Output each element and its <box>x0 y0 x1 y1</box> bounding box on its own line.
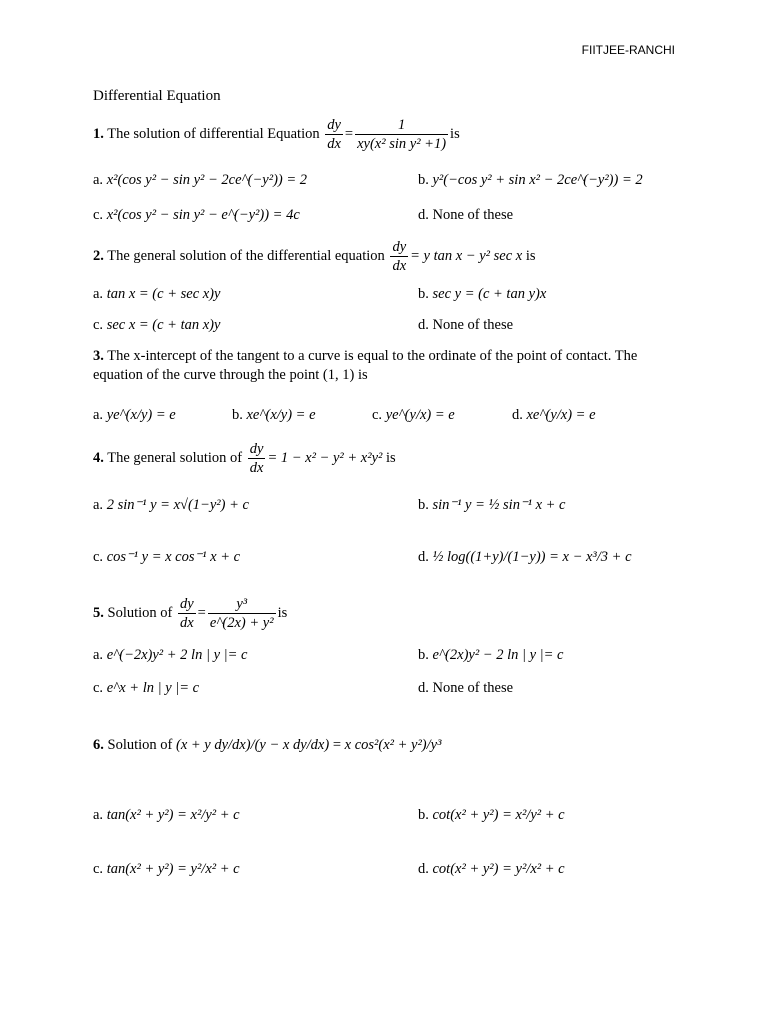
fraction-denominator: dx <box>179 615 194 631</box>
option-text: None of these <box>432 680 514 696</box>
option-label: a. <box>93 407 104 423</box>
question-text: The general solution of the differential equation <box>107 247 385 264</box>
option-2c <box>93 317 220 334</box>
option-label: c. <box>93 549 104 565</box>
question-number: 6. <box>93 737 104 753</box>
header-label: FIITJEE-RANCHI <box>581 43 675 57</box>
option-label: b. <box>418 286 429 302</box>
option-expression: cot(x² + y²) = x²/y² + c <box>432 807 565 823</box>
question-1: 1. The solution of differential Equation $\frac{dy}{dx}$ = $\frac{1}{\text{xy(x² sin y² +1)}}$ is <box>93 117 460 152</box>
option-label: b. <box>418 497 429 513</box>
option-expression: sec x = (c + tan x)y <box>106 317 221 333</box>
option-label: c. <box>93 317 104 333</box>
option-expression: tan(x² + y²) = y²/x² + c <box>106 861 240 877</box>
option-1d <box>418 207 513 224</box>
question-number: 4. <box>93 449 104 466</box>
option-3a <box>93 407 176 424</box>
option-2b <box>418 286 546 303</box>
question-3 <box>93 347 678 385</box>
option-text: None of these <box>432 317 514 333</box>
option-label: d. <box>512 407 523 423</box>
option-4b <box>418 497 565 514</box>
option-label: d. <box>418 680 429 696</box>
fraction-denominator: e^(2x) + y² <box>209 615 274 631</box>
option-label: c. <box>93 680 104 696</box>
question-suffix: is <box>277 604 288 621</box>
document-title: Differential Equation <box>93 88 221 104</box>
option-1b <box>418 172 643 189</box>
option-expression: cot(x² + y²) = y²/x² + c <box>432 861 565 877</box>
question-number: 3. <box>93 348 104 364</box>
option-1c <box>93 207 300 224</box>
option-expression: ye^(y/x) = e <box>385 407 455 423</box>
question-text: Solution of <box>107 737 173 753</box>
option-label: b. <box>418 807 429 823</box>
question-text: Solution of <box>107 604 173 621</box>
option-3d <box>512 407 596 424</box>
lhs-fraction <box>325 116 343 153</box>
option-5d <box>418 680 513 697</box>
option-label: a. <box>93 497 104 513</box>
rhs-expression: = 1 − x² − y² + x²y² <box>267 449 383 466</box>
option-label: a. <box>93 286 104 302</box>
option-label: c. <box>93 207 104 223</box>
option-expression: tan(x² + y²) = x²/y² + c <box>106 807 240 823</box>
option-5b <box>418 647 564 664</box>
fraction-numerator: dy <box>249 441 264 457</box>
option-5c <box>93 680 199 697</box>
option-expression: xe^(y/x) = e <box>526 407 596 423</box>
question-suffix: is <box>450 125 460 142</box>
option-expression: ye^(x/y) = e <box>106 407 176 423</box>
option-6c <box>93 861 240 878</box>
fraction-numerator: y³ <box>208 595 276 614</box>
question-4 <box>93 440 396 477</box>
question-number: 5. <box>93 604 104 621</box>
option-expression: xe^(x/y) = e <box>246 407 316 423</box>
option-4d <box>418 549 632 566</box>
option-label: d. <box>418 207 429 223</box>
option-label: b. <box>418 172 429 188</box>
question-5: 5. Solution of $\frac{dy}{dx}$ = $\frac{\text{y³}}{\text{e\textasciicircum{}(2x) + y²}}$ is <box>93 596 288 631</box>
fraction-denominator: xy(x² sin y² +1) <box>357 136 447 152</box>
question-text: The solution of differential Equation <box>107 125 320 142</box>
option-expression: e^(2x)y² − 2 ln | y |= c <box>432 647 564 663</box>
fraction-denominator: dx <box>392 258 407 274</box>
rhs-fraction <box>208 595 276 632</box>
option-expression: x²(cos y² − sin y² − e^(−y²)) = 4c <box>106 207 300 223</box>
option-expression: sec y = (c + tan y)x <box>432 286 547 302</box>
fraction-denominator: dx <box>249 460 264 476</box>
option-expression: e^x + ln | y |= c <box>106 680 200 696</box>
option-label: d. <box>418 549 429 565</box>
option-3b <box>232 407 316 424</box>
option-label: a. <box>93 647 104 663</box>
option-label: b. <box>418 647 429 663</box>
option-label: b. <box>232 407 243 423</box>
lhs-fraction <box>178 595 196 632</box>
option-2d <box>418 317 513 334</box>
option-5a <box>93 647 247 664</box>
option-expression: ½ log((1+y)/(1−y)) = x − x³/3 + c <box>432 549 632 565</box>
fraction-numerator: dy <box>179 596 194 612</box>
option-1a <box>93 172 307 189</box>
rhs-expression: = y tan x − y² sec x <box>410 247 523 264</box>
option-3c <box>372 407 455 424</box>
option-text: None of these <box>432 207 514 223</box>
question-2 <box>93 238 536 275</box>
question-number: 2. <box>93 247 104 264</box>
question-suffix: is <box>525 247 536 264</box>
option-expression: 2 sin⁻¹ y = x√(1−y²) + c <box>106 497 249 513</box>
rhs-expression: x cos²(x² + y²)/y³ <box>344 737 442 753</box>
question-suffix: is <box>385 449 396 466</box>
option-label: a. <box>93 172 104 188</box>
option-label: d. <box>418 317 429 333</box>
option-expression: cos⁻¹ y = x cos⁻¹ x + c <box>106 549 241 565</box>
question-6: 6. Solution of (x + y dy/dx)/(y − x dy/dx) = x cos²(x² + y²)/y³ <box>93 737 442 753</box>
fraction-numerator: 1 <box>355 116 448 135</box>
rhs-fraction <box>355 116 448 153</box>
option-expression: y²(−cos y² + sin x² − 2ce^(−y²)) = 2 <box>432 172 643 188</box>
option-label: c. <box>93 861 104 877</box>
question-text: The x-intercept of the tangent to a curve is equal to the ordinate of the point of contact. The equation of the curve through the point (1, 1) is <box>93 348 638 383</box>
option-expression: x²(cos y² − sin y² − 2ce^(−y²)) = 2 <box>106 172 308 188</box>
option-6b <box>418 807 565 824</box>
fraction-denominator: dx <box>327 136 341 152</box>
option-expression: sin⁻¹ y = ½ sin⁻¹ x + c <box>432 497 566 513</box>
fraction-numerator: dy <box>392 239 407 255</box>
lhs-expression: (x + y dy/dx)/(y − x dy/dx) <box>175 737 330 753</box>
lhs-fraction <box>248 440 266 477</box>
option-4c <box>93 549 240 566</box>
option-6a <box>93 807 240 824</box>
option-expression: tan x = (c + sec x)y <box>106 286 221 302</box>
option-label: a. <box>93 807 104 823</box>
option-4a <box>93 497 249 514</box>
option-label: d. <box>418 861 429 877</box>
option-label: c. <box>372 407 383 423</box>
fraction-numerator: dy <box>327 117 341 133</box>
option-expression: e^(−2x)y² + 2 ln | y |= c <box>106 647 248 663</box>
question-number: 1. <box>93 125 104 142</box>
lhs-fraction <box>390 238 408 275</box>
option-6d <box>418 861 565 878</box>
question-text: The general solution of <box>107 449 243 466</box>
option-2a <box>93 286 220 303</box>
